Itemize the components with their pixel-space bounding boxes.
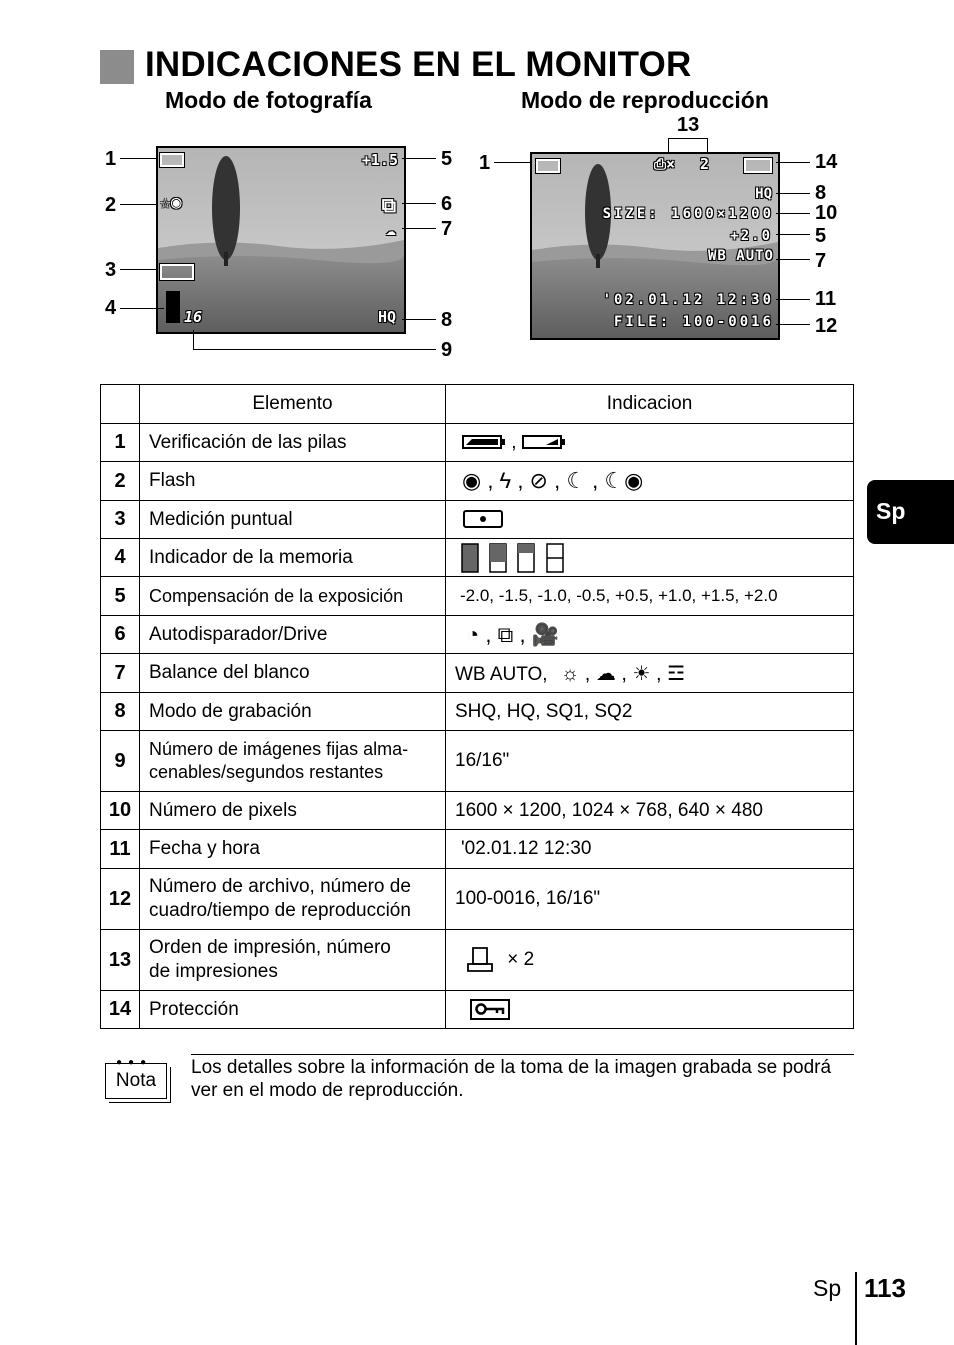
table-row	[101, 424, 854, 462]
row-indication: ,	[446, 424, 854, 462]
callout-line	[668, 138, 669, 152]
row-indication: WB AUTO, ☼ , ☁ , ☀ , ☲	[446, 654, 854, 693]
table-row	[101, 501, 854, 539]
callout-line	[668, 138, 708, 139]
row-number: 9	[101, 731, 140, 792]
print-order-icon	[466, 946, 498, 974]
callout-line	[120, 204, 156, 205]
row-indication: SHQ, HQ, SQ1, SQ2	[446, 693, 854, 731]
callout-line	[402, 319, 436, 320]
callout-1: 1	[105, 148, 117, 170]
table-row	[101, 792, 854, 830]
row-indication	[446, 930, 854, 991]
row-element: Verificación de las pilas	[140, 424, 446, 462]
callout-line	[494, 162, 530, 163]
table-row	[101, 539, 854, 577]
callout-line	[707, 138, 708, 152]
battery-icon	[160, 153, 184, 167]
header-element: Elemento	[140, 385, 446, 424]
osd-exposure: +1.5	[361, 151, 398, 169]
table-row	[101, 869, 854, 930]
callout-8: 8	[815, 182, 827, 204]
language-tab: Sp	[867, 480, 954, 544]
osd-exposure: +2.0	[730, 228, 772, 244]
table-header-row	[101, 385, 854, 424]
row-indication: ◉ , ϟ , ⊘ , ☾ , ☾◉	[446, 462, 854, 501]
row-number: 4	[101, 539, 140, 577]
row-element: Medición puntual	[140, 501, 446, 539]
row-indication: -2.0, -1.5, -1.0, -0.5, +0.5, +1.0, +1.5, +2.0	[446, 577, 854, 616]
callout-line	[402, 203, 436, 204]
redeye-flash-icon: ◉	[462, 468, 482, 493]
table-row	[101, 830, 854, 869]
row-indication: '02.01.12 12:30	[446, 830, 854, 869]
row-indication: ◔ , ⧉ , 🎥	[446, 616, 854, 654]
protect-key-icon	[470, 998, 512, 1022]
callout-5: 5	[441, 148, 453, 170]
row-number: 14	[101, 991, 140, 1029]
callout-line	[402, 228, 436, 229]
footer-lang: Sp	[813, 1275, 842, 1301]
note-dots-icon: ●●●	[116, 1057, 153, 1068]
page-number: 113	[864, 1273, 906, 1303]
callout-line	[193, 349, 436, 350]
cloudy-icon: ☁	[595, 662, 616, 685]
landscape-photo	[532, 154, 778, 338]
note-text: Los detalles sobre la información de la toma de la imagen grabada se podrá ver en el modo de reproducción.	[191, 1054, 854, 1102]
shooting-screen	[156, 146, 406, 334]
row-element: Número de imágenes fijas alma- cenables/segundos restantes	[140, 731, 446, 792]
footer-divider	[855, 1272, 857, 1345]
row-element: Modo de grabación	[140, 693, 446, 731]
table-row	[101, 693, 854, 731]
row-number: 2	[101, 462, 140, 501]
row-number: 7	[101, 654, 140, 693]
row-indication: 100-0016, 16/16"	[446, 869, 854, 930]
title-square-icon	[100, 50, 134, 84]
callout-line	[776, 324, 810, 325]
header-number	[101, 385, 140, 424]
row-number: 8	[101, 693, 140, 731]
night-redeye-flash-icon: ☆◉	[160, 192, 182, 213]
night-redeye-icon: ☾◉	[604, 468, 644, 493]
callout-1: 1	[479, 152, 491, 174]
row-element: Protección	[140, 991, 446, 1029]
row-indication: 16/16"	[446, 731, 854, 792]
playback-mode-subtitle: Modo de reproducción	[521, 87, 769, 113]
row-number: 5	[101, 577, 140, 616]
osd-wb: WB AUTO	[707, 248, 774, 264]
indications-table	[100, 384, 854, 1029]
osd-quality: HQ	[377, 308, 396, 326]
row-number: 3	[101, 501, 140, 539]
row-number: 12	[101, 869, 140, 930]
self-timer-icon: ◔	[466, 621, 480, 647]
sunny-icon: ☼	[560, 662, 580, 685]
spot-metering-icon	[160, 264, 194, 280]
callout-4: 4	[105, 297, 117, 319]
tungsten-icon: ☀	[632, 662, 651, 685]
callout-line	[120, 269, 156, 270]
row-indication: 1600 × 1200, 1024 × 768, 640 × 480	[446, 792, 854, 830]
callout-line	[776, 193, 810, 194]
callout-3: 3	[105, 259, 117, 281]
flash-off-icon: ⊘	[529, 468, 548, 493]
row-number: 6	[101, 616, 140, 654]
callout-line	[120, 158, 156, 159]
playback-screen	[530, 152, 780, 340]
row-element: Balance del blanco	[140, 654, 446, 693]
table-row	[101, 616, 854, 654]
callout-14: 14	[815, 151, 838, 173]
cloudy-wb-icon: ☁	[385, 220, 396, 240]
callout-5: 5	[815, 225, 827, 247]
row-element: Indicador de la memoria	[140, 539, 446, 577]
row-number: 1	[101, 424, 140, 462]
callout-line	[776, 162, 810, 163]
osd-count: 16	[184, 308, 203, 326]
memory-gauge-icon	[166, 291, 180, 323]
callout-7: 7	[815, 250, 827, 272]
callout-line	[402, 158, 436, 159]
battery-icon	[536, 159, 560, 173]
battery-low-icon	[522, 432, 566, 452]
table-row	[101, 577, 854, 616]
callout-8: 8	[441, 309, 453, 331]
landscape-photo	[158, 148, 404, 332]
row-number: 13	[101, 930, 140, 991]
row-indication	[446, 539, 854, 577]
battery-full-icon	[462, 432, 506, 452]
table-row	[101, 654, 854, 693]
callout-7: 7	[441, 218, 453, 240]
callout-12: 12	[815, 315, 838, 337]
header-indication: Indicacion	[446, 385, 854, 424]
callout-2: 2	[105, 194, 117, 216]
osd-size: SIZE: 1600×1200	[602, 206, 774, 222]
row-element: Autodisparador/Drive	[140, 616, 446, 654]
row-element: Orden de impresión, número de impresiones	[140, 930, 446, 991]
row-element: Número de pixels	[140, 792, 446, 830]
protect-key-icon	[744, 158, 772, 173]
wb-auto-label: WB AUTO,	[455, 663, 548, 685]
movie-icon: 🎥	[531, 621, 560, 647]
callout-9: 9	[441, 339, 453, 361]
page-title: INDICACIONES EN EL MONITOR	[145, 45, 692, 84]
print-count: × 2	[507, 949, 535, 971]
row-indication	[446, 991, 854, 1029]
callout-line	[776, 213, 810, 214]
row-element: Compensación de la exposición	[140, 577, 446, 616]
table-row	[101, 462, 854, 501]
callout-line	[120, 308, 164, 309]
callout-line	[193, 330, 194, 349]
row-number: 10	[101, 792, 140, 830]
sequential-icon: ⧉	[497, 621, 514, 647]
osd-quality: HQ	[755, 186, 772, 202]
osd-file: FILE: 100-0016	[613, 314, 774, 330]
callout-line	[776, 234, 810, 235]
callout-line	[776, 259, 810, 260]
row-indication	[446, 501, 854, 539]
table-row	[101, 731, 854, 792]
fluorescent-icon: ☲	[667, 662, 686, 685]
sequential-drive-icon: ⧉	[381, 193, 396, 217]
fill-flash-icon: ϟ	[499, 468, 512, 493]
night-scene-icon: ☾	[566, 468, 587, 493]
note-label: Nota	[105, 1063, 167, 1099]
row-number: 11	[101, 830, 140, 869]
shooting-mode-subtitle: Modo de fotografía	[165, 87, 372, 113]
row-element: Fecha y hora	[140, 830, 446, 869]
row-element: Flash	[140, 462, 446, 501]
callout-line	[776, 299, 810, 300]
table-row	[101, 991, 854, 1029]
callout-10: 10	[815, 202, 838, 224]
osd-datetime: '02.01.12 12:30	[602, 292, 774, 308]
callout-13: 13	[677, 114, 700, 136]
callout-6: 6	[441, 193, 453, 215]
table-row	[101, 930, 854, 991]
spot-metering-icon	[462, 508, 506, 530]
callout-11: 11	[815, 288, 837, 310]
row-element: Número de archivo, número de cuadro/tiempo de reproducción	[140, 869, 446, 930]
print-order-icon: ⎙×	[654, 155, 676, 173]
osd-print-count: 2	[700, 155, 710, 173]
memory-gauge-icons	[461, 543, 571, 573]
